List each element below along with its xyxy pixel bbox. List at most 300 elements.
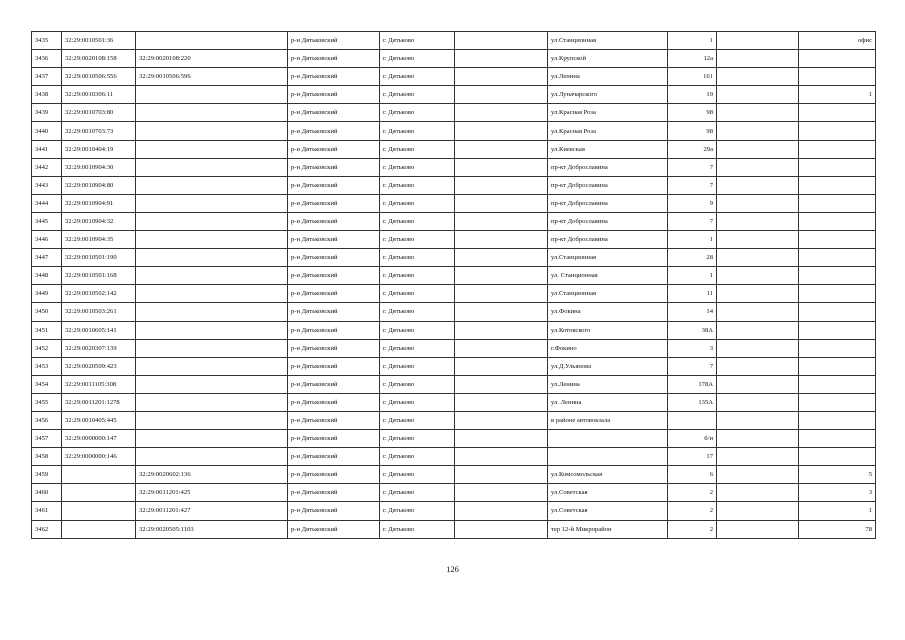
table-row: [32, 520, 876, 538]
district-cell: р-н Дятьковский: [288, 393, 380, 411]
record-number-cell: 3438: [32, 86, 62, 104]
house-number-cell: 98: [668, 122, 717, 140]
town-cell: г. Дятьково: [380, 357, 455, 375]
house-number-cell: 28: [668, 249, 717, 267]
cadastral-number-cell: 32:29:0010703:73: [62, 122, 136, 140]
empty-cell: [455, 303, 548, 321]
district-cell: р-н Дятьковский: [288, 249, 380, 267]
parent-cadastral-number-cell: [136, 393, 288, 411]
record-number-cell: 3450: [32, 303, 62, 321]
note-cell: 1: [799, 86, 876, 104]
district-cell: р-н Дятьковский: [288, 50, 380, 68]
cadastral-number-cell: 32:29:0010605:141: [62, 321, 136, 339]
empty-cell: [455, 357, 548, 375]
town-cell: г. Дятьково: [380, 448, 455, 466]
parent-cadastral-number-cell: [136, 321, 288, 339]
district-cell: р-н Дятьковский: [288, 68, 380, 86]
parent-cadastral-number-cell: [136, 249, 288, 267]
street-cell: пр-кт Доброславина: [548, 176, 668, 194]
district-cell: р-н Дятьковский: [288, 158, 380, 176]
empty-cell: [717, 502, 799, 520]
parent-cadastral-number-cell: [136, 231, 288, 249]
empty-cell: [455, 68, 548, 86]
empty-cell: [717, 194, 799, 212]
record-number-cell: 3451: [32, 321, 62, 339]
street-cell: ул.Киевская: [548, 140, 668, 158]
note-cell: [799, 303, 876, 321]
town-cell: г. Дятьково: [380, 484, 455, 502]
street-cell: ул.Красная Роза: [548, 104, 668, 122]
town-cell: г. Дятьково: [380, 176, 455, 194]
table-row: [32, 267, 876, 285]
district-cell: р-н Дятьковский: [288, 32, 380, 50]
record-number-cell: 3439: [32, 104, 62, 122]
table-row: [32, 375, 876, 393]
street-cell: ул.Котовского: [548, 321, 668, 339]
table-row: [32, 502, 876, 520]
record-number-cell: 3458: [32, 448, 62, 466]
note-cell: 5: [799, 466, 876, 484]
street-cell: ул.Луначарского: [548, 86, 668, 104]
empty-cell: [717, 285, 799, 303]
street-cell: ул.Советская: [548, 484, 668, 502]
empty-cell: [455, 50, 548, 68]
street-cell: г.Фокино: [548, 339, 668, 357]
house-number-cell: [668, 411, 717, 429]
town-cell: г. Дятьково: [380, 249, 455, 267]
house-number-cell: 135А: [668, 393, 717, 411]
town-cell: г. Дятьково: [380, 430, 455, 448]
empty-cell: [455, 267, 548, 285]
table-row: [32, 484, 876, 502]
cadastral-number-cell: 32:29:0010904:91: [62, 194, 136, 212]
house-number-cell: 17: [668, 448, 717, 466]
table-row: [32, 122, 876, 140]
parent-cadastral-number-cell: [136, 285, 288, 303]
parent-cadastral-number-cell: [136, 430, 288, 448]
empty-cell: [717, 430, 799, 448]
note-cell: [799, 430, 876, 448]
district-cell: р-н Дятьковский: [288, 339, 380, 357]
empty-cell: [455, 122, 548, 140]
table-row: [32, 321, 876, 339]
record-number-cell: 3447: [32, 249, 62, 267]
town-cell: г. Дятьково: [380, 303, 455, 321]
parent-cadastral-number-cell: [136, 122, 288, 140]
parent-cadastral-number-cell: [136, 411, 288, 429]
note-cell: [799, 194, 876, 212]
town-cell: г. Дятьково: [380, 212, 455, 230]
district-cell: р-н Дятьковский: [288, 194, 380, 212]
empty-cell: [717, 50, 799, 68]
street-cell: ул.Станционная: [548, 32, 668, 50]
empty-cell: [455, 448, 548, 466]
parent-cadastral-number-cell: [136, 32, 288, 50]
parent-cadastral-number-cell: [136, 303, 288, 321]
cadastral-number-cell: [62, 520, 136, 538]
town-cell: г. Дятьково: [380, 411, 455, 429]
cadastral-number-cell: 32:29:0011105:308: [62, 375, 136, 393]
town-cell: г. Дятьково: [380, 375, 455, 393]
parent-cadastral-number-cell: [136, 158, 288, 176]
note-cell: [799, 393, 876, 411]
registry-table: [31, 31, 876, 539]
district-cell: р-н Дятьковский: [288, 212, 380, 230]
cadastral-number-cell: 32:29:0020108:158: [62, 50, 136, 68]
empty-cell: [717, 212, 799, 230]
note-cell: [799, 176, 876, 194]
record-number-cell: 3452: [32, 339, 62, 357]
record-number-cell: 3445: [32, 212, 62, 230]
cadastral-number-cell: 32:29:0010501:36: [62, 32, 136, 50]
parent-cadastral-number-cell: [136, 357, 288, 375]
district-cell: р-н Дятьковский: [288, 231, 380, 249]
record-number-cell: 3446: [32, 231, 62, 249]
note-cell: [799, 339, 876, 357]
empty-cell: [717, 357, 799, 375]
record-number-cell: 3435: [32, 32, 62, 50]
street-cell: ул.Красная Роза: [548, 122, 668, 140]
parent-cadastral-number-cell: 32:29:0011201:425: [136, 484, 288, 502]
district-cell: р-н Дятьковский: [288, 520, 380, 538]
record-number-cell: 3461: [32, 502, 62, 520]
parent-cadastral-number-cell: [136, 194, 288, 212]
street-cell: тер 12-й Микрорайон: [548, 520, 668, 538]
table-body: [32, 32, 876, 539]
note-cell: [799, 212, 876, 230]
district-cell: р-н Дятьковский: [288, 502, 380, 520]
empty-cell: [455, 466, 548, 484]
record-number-cell: 3460: [32, 484, 62, 502]
cadastral-number-cell: 32:29:0020509:423: [62, 357, 136, 375]
empty-cell: [717, 122, 799, 140]
parent-cadastral-number-cell: [136, 375, 288, 393]
empty-cell: [717, 32, 799, 50]
street-cell: ул.Фокина: [548, 303, 668, 321]
table-row: [32, 68, 876, 86]
empty-cell: [455, 86, 548, 104]
empty-cell: [717, 411, 799, 429]
cadastral-number-cell: [62, 466, 136, 484]
house-number-cell: 7: [668, 176, 717, 194]
record-number-cell: 3453: [32, 357, 62, 375]
empty-cell: [717, 484, 799, 502]
table-row: [32, 176, 876, 194]
house-number-cell: 2: [668, 502, 717, 520]
district-cell: р-н Дятьковский: [288, 267, 380, 285]
table-row: [32, 393, 876, 411]
empty-cell: [717, 339, 799, 357]
house-number-cell: 7: [668, 212, 717, 230]
district-cell: р-н Дятьковский: [288, 484, 380, 502]
record-number-cell: 3459: [32, 466, 62, 484]
empty-cell: [455, 231, 548, 249]
record-number-cell: 3462: [32, 520, 62, 538]
note-cell: [799, 158, 876, 176]
street-cell: пр-кт Доброславина: [548, 158, 668, 176]
street-cell: ул.Ленина: [548, 68, 668, 86]
street-cell: ул.Комсомольская: [548, 466, 668, 484]
table-row: [32, 249, 876, 267]
house-number-cell: 12а: [668, 50, 717, 68]
table-row: [32, 231, 876, 249]
empty-cell: [717, 140, 799, 158]
empty-cell: [455, 430, 548, 448]
table-row: [32, 411, 876, 429]
note-cell: 78: [799, 520, 876, 538]
note-cell: [799, 249, 876, 267]
town-cell: г. Дятьково: [380, 50, 455, 68]
empty-cell: [455, 502, 548, 520]
note-cell: офис: [799, 32, 876, 50]
house-number-cell: 98: [668, 104, 717, 122]
cadastral-number-cell: 32:29:0010904:32: [62, 212, 136, 230]
district-cell: р-н Дятьковский: [288, 285, 380, 303]
page-number: 126: [446, 564, 459, 574]
house-number-cell: 9: [668, 194, 717, 212]
note-cell: [799, 267, 876, 285]
parent-cadastral-number-cell: 32:29:0020108:220: [136, 50, 288, 68]
street-cell: пр-кт Доброславина: [548, 212, 668, 230]
house-number-cell: 14: [668, 303, 717, 321]
parent-cadastral-number-cell: [136, 448, 288, 466]
house-number-cell: 29а: [668, 140, 717, 158]
cadastral-number-cell: 32:29:0010405:445: [62, 411, 136, 429]
cadastral-number-cell: 32:29:0010501:168: [62, 267, 136, 285]
cadastral-number-cell: 32:29:0011201:1278: [62, 393, 136, 411]
empty-cell: [455, 176, 548, 194]
note-cell: 3: [799, 484, 876, 502]
cadastral-number-cell: 32:29:0010503:261: [62, 303, 136, 321]
town-cell: г. Дятьково: [380, 231, 455, 249]
parent-cadastral-number-cell: 32:29:0011201:427: [136, 502, 288, 520]
note-cell: [799, 321, 876, 339]
parent-cadastral-number-cell: [136, 104, 288, 122]
house-number-cell: 3: [668, 339, 717, 357]
town-cell: г. Дятьково: [380, 520, 455, 538]
town-cell: г. Дятьково: [380, 122, 455, 140]
district-cell: р-н Дятьковский: [288, 86, 380, 104]
cadastral-number-cell: 32:29:0010506:556: [62, 68, 136, 86]
record-number-cell: 3455: [32, 393, 62, 411]
town-cell: г. Дятьково: [380, 68, 455, 86]
record-number-cell: 3437: [32, 68, 62, 86]
town-cell: г. Дятьково: [380, 32, 455, 50]
cadastral-number-cell: [62, 484, 136, 502]
cadastral-number-cell: 32:29:0010306:11: [62, 86, 136, 104]
note-cell: [799, 104, 876, 122]
empty-cell: [717, 267, 799, 285]
record-number-cell: 3448: [32, 267, 62, 285]
empty-cell: [717, 86, 799, 104]
empty-cell: [455, 249, 548, 267]
empty-cell: [717, 104, 799, 122]
town-cell: г. Дятьково: [380, 285, 455, 303]
street-cell: пр-кт Доброславина: [548, 231, 668, 249]
empty-cell: [717, 68, 799, 86]
street-cell: ул.Советская: [548, 502, 668, 520]
record-number-cell: 3436: [32, 50, 62, 68]
cadastral-number-cell: 32:29:0010502:142: [62, 285, 136, 303]
note-cell: [799, 448, 876, 466]
district-cell: р-н Дятьковский: [288, 321, 380, 339]
empty-cell: [717, 393, 799, 411]
district-cell: р-н Дятьковский: [288, 104, 380, 122]
empty-cell: [455, 104, 548, 122]
empty-cell: [717, 158, 799, 176]
district-cell: р-н Дятьковский: [288, 466, 380, 484]
cadastral-number-cell: 32:29:0010904:80: [62, 176, 136, 194]
empty-cell: [717, 176, 799, 194]
table-row: [32, 104, 876, 122]
record-number-cell: 3444: [32, 194, 62, 212]
table-row: [32, 303, 876, 321]
parent-cadastral-number-cell: [136, 86, 288, 104]
house-number-cell: 7: [668, 158, 717, 176]
house-number-cell: б/н: [668, 430, 717, 448]
cadastral-number-cell: 32:29:0000000:147: [62, 430, 136, 448]
house-number-cell: 1: [668, 231, 717, 249]
district-cell: р-н Дятьковский: [288, 375, 380, 393]
house-number-cell: 2: [668, 520, 717, 538]
table-row: [32, 466, 876, 484]
empty-cell: [455, 32, 548, 50]
parent-cadastral-number-cell: [136, 267, 288, 285]
table-row: [32, 357, 876, 375]
cadastral-number-cell: 32:29:0010703:80: [62, 104, 136, 122]
cadastral-number-cell: 32:29:0010501:190: [62, 249, 136, 267]
street-cell: ул.Ленина: [548, 375, 668, 393]
district-cell: р-н Дятьковский: [288, 303, 380, 321]
empty-cell: [455, 375, 548, 393]
town-cell: г. Дятьково: [380, 466, 455, 484]
street-cell: [548, 430, 668, 448]
district-cell: р-н Дятьковский: [288, 357, 380, 375]
empty-cell: [717, 303, 799, 321]
house-number-cell: 11: [668, 285, 717, 303]
table-row: [32, 212, 876, 230]
parent-cadastral-number-cell: [136, 212, 288, 230]
house-number-cell: 1: [668, 32, 717, 50]
house-number-cell: 1: [668, 267, 717, 285]
empty-cell: [717, 231, 799, 249]
record-number-cell: 3457: [32, 430, 62, 448]
parent-cadastral-number-cell: [136, 339, 288, 357]
empty-cell: [455, 194, 548, 212]
parent-cadastral-number-cell: 32:29:0010506:596: [136, 68, 288, 86]
note-cell: [799, 50, 876, 68]
table-row: [32, 86, 876, 104]
record-number-cell: 3442: [32, 158, 62, 176]
street-cell: ул.Станционная: [548, 285, 668, 303]
district-cell: р-н Дятьковский: [288, 411, 380, 429]
street-cell: ул.Крупской: [548, 50, 668, 68]
district-cell: р-н Дятьковский: [288, 140, 380, 158]
house-number-cell: 38А: [668, 321, 717, 339]
empty-cell: [455, 484, 548, 502]
street-cell: ул.Станционная: [548, 249, 668, 267]
note-cell: [799, 285, 876, 303]
street-cell: пр-кт Доброславина: [548, 194, 668, 212]
empty-cell: [455, 393, 548, 411]
note-cell: 1: [799, 502, 876, 520]
table-row: [32, 50, 876, 68]
table-row: [32, 430, 876, 448]
record-number-cell: 3441: [32, 140, 62, 158]
house-number-cell: 19: [668, 86, 717, 104]
town-cell: г. Дятьково: [380, 393, 455, 411]
table-row: [32, 32, 876, 50]
town-cell: г. Дятьково: [380, 158, 455, 176]
empty-cell: [455, 285, 548, 303]
note-cell: [799, 411, 876, 429]
record-number-cell: 3443: [32, 176, 62, 194]
town-cell: г. Дятьково: [380, 86, 455, 104]
house-number-cell: 6: [668, 466, 717, 484]
empty-cell: [455, 411, 548, 429]
note-cell: [799, 122, 876, 140]
empty-cell: [717, 520, 799, 538]
town-cell: г. Дятьково: [380, 104, 455, 122]
parent-cadastral-number-cell: [136, 176, 288, 194]
empty-cell: [455, 339, 548, 357]
note-cell: [799, 68, 876, 86]
parent-cadastral-number-cell: 32:29:0020505:1103: [136, 520, 288, 538]
table-row: [32, 285, 876, 303]
table-row: [32, 140, 876, 158]
town-cell: г. Дятьково: [380, 321, 455, 339]
street-cell: ул.Д.Ульянова: [548, 357, 668, 375]
cadastral-number-cell: 32:29:0010904:30: [62, 158, 136, 176]
town-cell: г. Дятьково: [380, 194, 455, 212]
empty-cell: [717, 448, 799, 466]
empty-cell: [455, 520, 548, 538]
note-cell: [799, 231, 876, 249]
empty-cell: [717, 249, 799, 267]
cadastral-number-cell: 32:29:0010404:19: [62, 140, 136, 158]
cadastral-number-cell: [62, 502, 136, 520]
empty-cell: [455, 321, 548, 339]
house-number-cell: 7: [668, 357, 717, 375]
town-cell: г. Дятьково: [380, 339, 455, 357]
district-cell: р-н Дятьковский: [288, 176, 380, 194]
empty-cell: [717, 321, 799, 339]
district-cell: р-н Дятьковский: [288, 430, 380, 448]
table-row: [32, 158, 876, 176]
town-cell: г. Дятьково: [380, 267, 455, 285]
record-number-cell: 3449: [32, 285, 62, 303]
town-cell: г. Дятьково: [380, 502, 455, 520]
parent-cadastral-number-cell: [136, 140, 288, 158]
empty-cell: [455, 212, 548, 230]
district-cell: р-н Дятьковский: [288, 448, 380, 466]
note-cell: [799, 357, 876, 375]
table-row: [32, 339, 876, 357]
cadastral-number-cell: 32:29:0000000:146: [62, 448, 136, 466]
street-cell: ул. Ленина: [548, 393, 668, 411]
street-cell: в районе автовокзала: [548, 411, 668, 429]
house-number-cell: 2: [668, 484, 717, 502]
empty-cell: [717, 375, 799, 393]
record-number-cell: 3440: [32, 122, 62, 140]
parent-cadastral-number-cell: 32:29:0020602:136: [136, 466, 288, 484]
street-cell: ул. Станционная: [548, 267, 668, 285]
house-number-cell: 178А: [668, 375, 717, 393]
district-cell: р-н Дятьковский: [288, 122, 380, 140]
cadastral-number-cell: 32:29:0010904:35: [62, 231, 136, 249]
empty-cell: [455, 158, 548, 176]
record-number-cell: 3456: [32, 411, 62, 429]
